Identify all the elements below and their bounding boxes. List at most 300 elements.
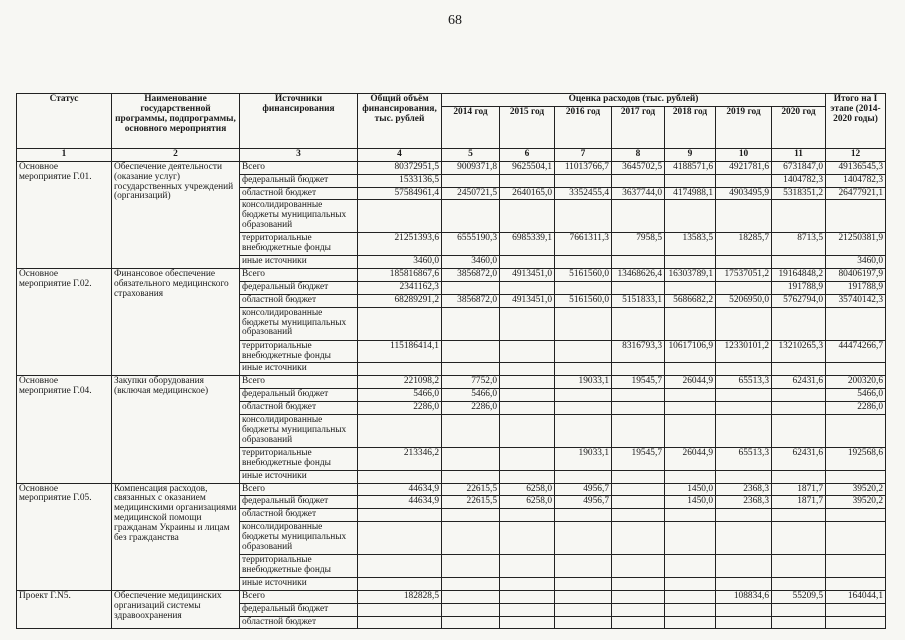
cell-year-amount: [555, 522, 612, 555]
cell-year-amount: [442, 447, 500, 470]
cell-year-amount: 62431,6: [772, 447, 826, 470]
cell-year-amount: [716, 307, 772, 340]
cell-stage-total: 44474266,7: [826, 340, 886, 363]
header-status: Статус: [17, 94, 112, 149]
cell-year-amount: 6555190,3: [442, 233, 500, 256]
row-funding-source: территориальные внебюджетные фонды: [240, 233, 358, 256]
cell-year-amount: [442, 281, 500, 294]
cell-total-volume: 2286,0: [358, 402, 442, 415]
cell-year-amount: [612, 389, 665, 402]
row-program-name: Обеспечение медицинских организаций системы здравоохранения: [112, 590, 240, 629]
cell-total-volume: 185816867,6: [358, 269, 442, 282]
cell-year-amount: [716, 256, 772, 269]
cell-stage-total: [826, 603, 886, 616]
cell-total-volume: 5466,0: [358, 389, 442, 402]
cell-total-volume: 68289291,2: [358, 294, 442, 307]
cell-year-amount: 17537051,2: [716, 269, 772, 282]
column-number: 1: [17, 148, 112, 161]
cell-year-amount: [716, 616, 772, 629]
cell-year-amount: [772, 256, 826, 269]
row-program-name: Компенсация расходов, связанных с оказанием медицинскими организациями медицинской помощи гражданам Украины и лицам без гражданства: [112, 483, 240, 590]
cell-year-amount: [500, 200, 555, 233]
cell-year-amount: [612, 509, 665, 522]
cell-year-amount: [555, 307, 612, 340]
cell-year-amount: 5466,0: [442, 389, 500, 402]
cell-total-volume: [358, 577, 442, 590]
row-funding-source: областной бюджет: [240, 509, 358, 522]
header-estimate: Оценка расходов (тыс. рублей): [442, 94, 826, 107]
cell-year-amount: 3645702,5: [612, 161, 665, 174]
row-funding-source: Всего: [240, 161, 358, 174]
cell-total-volume: 3460,0: [358, 256, 442, 269]
cell-year-amount: [772, 509, 826, 522]
cell-year-amount: [555, 340, 612, 363]
cell-year-amount: 62431,6: [772, 376, 826, 389]
cell-year-amount: [442, 522, 500, 555]
cell-year-amount: [500, 616, 555, 629]
cell-year-amount: [555, 174, 612, 187]
cell-year-amount: [665, 402, 716, 415]
row-funding-source: территориальные внебюджетные фонды: [240, 555, 358, 578]
cell-year-amount: [500, 307, 555, 340]
cell-year-amount: 26044,9: [665, 447, 716, 470]
column-number: 8: [612, 148, 665, 161]
row-status: Проект Г.N5.: [17, 590, 112, 629]
column-number: 11: [772, 148, 826, 161]
header-stage-total: Итого на I этапе (2014-2020 годы): [826, 94, 886, 149]
cell-year-amount: [716, 281, 772, 294]
cell-total-volume: 1533136,5: [358, 174, 442, 187]
cell-year-amount: 2286,0: [442, 402, 500, 415]
cell-total-volume: 57584961,4: [358, 187, 442, 200]
cell-year-amount: 4188571,6: [665, 161, 716, 174]
cell-stage-total: 164044,1: [826, 590, 886, 603]
cell-year-amount: [612, 363, 665, 376]
cell-year-amount: [665, 470, 716, 483]
cell-year-amount: [772, 402, 826, 415]
cell-year-amount: [555, 200, 612, 233]
cell-stage-total: [826, 414, 886, 447]
cell-year-amount: [442, 307, 500, 340]
cell-year-amount: 13468626,4: [612, 269, 665, 282]
cell-year-amount: [612, 256, 665, 269]
cell-year-amount: [442, 340, 500, 363]
cell-year-amount: 7752,0: [442, 376, 500, 389]
row-funding-source: консолидированные бюджеты муниципальных образований: [240, 307, 358, 340]
cell-year-amount: [555, 470, 612, 483]
cell-total-volume: 80372951,5: [358, 161, 442, 174]
cell-stage-total: 5466,0: [826, 389, 886, 402]
cell-year-amount: [716, 555, 772, 578]
row-funding-source: Всего: [240, 376, 358, 389]
cell-year-amount: [665, 281, 716, 294]
cell-year-amount: 5161560,0: [555, 269, 612, 282]
cell-year-amount: [716, 200, 772, 233]
cell-year-amount: [555, 616, 612, 629]
cell-year-amount: [665, 509, 716, 522]
cell-year-amount: [500, 414, 555, 447]
cell-year-amount: 1404782,3: [772, 174, 826, 187]
cell-year-amount: [612, 555, 665, 578]
cell-year-amount: [555, 402, 612, 415]
column-number: 4: [358, 148, 442, 161]
cell-year-amount: 4174988,1: [665, 187, 716, 200]
cell-stage-total: 1404782,3: [826, 174, 886, 187]
cell-year-amount: 3856872,0: [442, 269, 500, 282]
row-status: Основное мероприятие Г.01.: [17, 161, 112, 268]
cell-year-amount: [716, 402, 772, 415]
cell-year-amount: [665, 389, 716, 402]
cell-year-amount: [500, 509, 555, 522]
cell-total-volume: [358, 522, 442, 555]
cell-year-amount: 6258,0: [500, 483, 555, 496]
cell-year-amount: [500, 389, 555, 402]
cell-stage-total: [826, 363, 886, 376]
cell-year-amount: [442, 616, 500, 629]
cell-year-amount: [612, 496, 665, 509]
table-row: [17, 483, 886, 496]
cell-year-amount: [555, 281, 612, 294]
cell-year-amount: 8713,5: [772, 233, 826, 256]
cell-year-amount: [442, 555, 500, 578]
cell-year-amount: [500, 590, 555, 603]
row-funding-source: консолидированные бюджеты муниципальных образований: [240, 522, 358, 555]
cell-year-amount: [612, 616, 665, 629]
header-year: 2017 год: [612, 106, 665, 148]
cell-year-amount: 5318351,2: [772, 187, 826, 200]
cell-year-amount: 5161560,0: [555, 294, 612, 307]
cell-year-amount: [772, 389, 826, 402]
cell-year-amount: [500, 577, 555, 590]
cell-year-amount: 8316793,3: [612, 340, 665, 363]
cell-year-amount: [442, 200, 500, 233]
cell-year-amount: 3637744,0: [612, 187, 665, 200]
row-funding-source: консолидированные бюджеты муниципальных образований: [240, 200, 358, 233]
cell-year-amount: 18285,7: [716, 233, 772, 256]
cell-year-amount: 5206950,0: [716, 294, 772, 307]
cell-total-volume: [358, 414, 442, 447]
cell-year-amount: [665, 590, 716, 603]
cell-year-amount: [665, 577, 716, 590]
cell-year-amount: 19033,1: [555, 447, 612, 470]
cell-year-amount: [555, 509, 612, 522]
cell-year-amount: [500, 555, 555, 578]
cell-year-amount: [555, 555, 612, 578]
cell-year-amount: [772, 200, 826, 233]
header-name: Наименование государственной программы, подпрограммы, основного мероприятия: [112, 94, 240, 149]
cell-year-amount: [555, 577, 612, 590]
cell-year-amount: 108834,6: [716, 590, 772, 603]
page-number: 68: [448, 13, 462, 28]
cell-stage-total: 200320,6: [826, 376, 886, 389]
cell-year-amount: [612, 414, 665, 447]
cell-total-volume: [358, 363, 442, 376]
cell-year-amount: 22615,5: [442, 483, 500, 496]
cell-year-amount: 4956,7: [555, 483, 612, 496]
column-number: 7: [555, 148, 612, 161]
cell-year-amount: 5151833,1: [612, 294, 665, 307]
cell-stage-total: 39520,2: [826, 483, 886, 496]
cell-year-amount: 2640165,0: [500, 187, 555, 200]
row-status: Основное мероприятие Г.05.: [17, 483, 112, 590]
row-funding-source: федеральный бюджет: [240, 389, 358, 402]
cell-year-amount: [716, 603, 772, 616]
header-year: 2016 год: [555, 106, 612, 148]
row-status: Основное мероприятие Г.04.: [17, 376, 112, 483]
cell-year-amount: [612, 174, 665, 187]
row-funding-source: иные источники: [240, 470, 358, 483]
table-row: [17, 376, 886, 389]
cell-total-volume: 182828,5: [358, 590, 442, 603]
cell-stage-total: 39520,2: [826, 496, 886, 509]
row-status: Основное мероприятие Г.02.: [17, 269, 112, 376]
table-row: [17, 590, 886, 603]
cell-year-amount: [772, 555, 826, 578]
cell-year-amount: [716, 470, 772, 483]
row-funding-source: консолидированные бюджеты муниципальных образований: [240, 414, 358, 447]
cell-year-amount: [665, 414, 716, 447]
row-program-name: Обеспечение деятельности (оказание услуг) государственных учреждений (организаций): [112, 161, 240, 268]
row-funding-source: федеральный бюджет: [240, 281, 358, 294]
cell-stage-total: [826, 200, 886, 233]
cell-year-amount: 7958,5: [612, 233, 665, 256]
cell-total-volume: [358, 555, 442, 578]
cell-year-amount: 9625504,1: [500, 161, 555, 174]
cell-year-amount: 4903495,9: [716, 187, 772, 200]
cell-year-amount: 7661311,3: [555, 233, 612, 256]
cell-year-amount: [665, 200, 716, 233]
cell-year-amount: [665, 616, 716, 629]
cell-year-amount: 2450721,5: [442, 187, 500, 200]
row-funding-source: федеральный бюджет: [240, 603, 358, 616]
row-funding-source: областной бюджет: [240, 187, 358, 200]
cell-year-amount: [716, 363, 772, 376]
cell-year-amount: [612, 470, 665, 483]
cell-year-amount: [716, 522, 772, 555]
cell-year-amount: [772, 603, 826, 616]
row-program-name: Закупки оборудования (включая медицинское): [112, 376, 240, 483]
cell-stage-total: 35740142,3: [826, 294, 886, 307]
cell-year-amount: [716, 509, 772, 522]
header-total-volume: Общий объём финансирования, тыс. рублей: [358, 94, 442, 149]
cell-year-amount: [500, 363, 555, 376]
row-funding-source: Всего: [240, 483, 358, 496]
cell-stage-total: 192568,6: [826, 447, 886, 470]
cell-year-amount: 12330101,2: [716, 340, 772, 363]
cell-year-amount: [500, 402, 555, 415]
cell-year-amount: 6258,0: [500, 496, 555, 509]
cell-year-amount: [442, 509, 500, 522]
cell-year-amount: 191788,9: [772, 281, 826, 294]
cell-year-amount: 5762794,0: [772, 294, 826, 307]
cell-year-amount: [772, 522, 826, 555]
column-number: 9: [665, 148, 716, 161]
cell-year-amount: 19164848,2: [772, 269, 826, 282]
table-row: [17, 161, 886, 174]
row-funding-source: Всего: [240, 269, 358, 282]
cell-stage-total: 80406197,9: [826, 269, 886, 282]
cell-year-amount: [612, 307, 665, 340]
cell-year-amount: 13210265,3: [772, 340, 826, 363]
row-funding-source: областной бюджет: [240, 616, 358, 629]
cell-year-amount: [612, 483, 665, 496]
cell-year-amount: [555, 414, 612, 447]
cell-year-amount: [612, 402, 665, 415]
cell-year-amount: [555, 256, 612, 269]
cell-year-amount: [500, 174, 555, 187]
cell-year-amount: [772, 470, 826, 483]
cell-year-amount: [442, 414, 500, 447]
cell-year-amount: [500, 376, 555, 389]
table-row: [17, 269, 886, 282]
cell-year-amount: [555, 363, 612, 376]
column-number: 12: [826, 148, 886, 161]
header-year: 2015 год: [500, 106, 555, 148]
cell-year-amount: [555, 603, 612, 616]
column-number: 2: [112, 148, 240, 161]
cell-total-volume: 2341162,3: [358, 281, 442, 294]
row-funding-source: федеральный бюджет: [240, 496, 358, 509]
cell-year-amount: [612, 281, 665, 294]
cell-year-amount: 3352455,4: [555, 187, 612, 200]
cell-total-volume: [358, 616, 442, 629]
cell-stage-total: 21250381,9: [826, 233, 886, 256]
column-number: 10: [716, 148, 772, 161]
cell-total-volume: [358, 603, 442, 616]
cell-year-amount: [442, 603, 500, 616]
cell-total-volume: 221098,2: [358, 376, 442, 389]
cell-stage-total: [826, 616, 886, 629]
cell-year-amount: 6731847,0: [772, 161, 826, 174]
cell-year-amount: [442, 470, 500, 483]
cell-year-amount: 4921781,6: [716, 161, 772, 174]
cell-year-amount: [500, 447, 555, 470]
cell-year-amount: [665, 363, 716, 376]
cell-total-volume: 44634,9: [358, 483, 442, 496]
cell-year-amount: [555, 590, 612, 603]
cell-stage-total: [826, 522, 886, 555]
cell-year-amount: [665, 174, 716, 187]
column-number: 6: [500, 148, 555, 161]
row-funding-source: иные источники: [240, 256, 358, 269]
cell-year-amount: [612, 577, 665, 590]
cell-year-amount: 65513,3: [716, 447, 772, 470]
header-year: 2019 год: [716, 106, 772, 148]
cell-stage-total: [826, 307, 886, 340]
cell-year-amount: [665, 522, 716, 555]
cell-year-amount: 6985339,1: [500, 233, 555, 256]
cell-stage-total: 49136545,3: [826, 161, 886, 174]
row-funding-source: областной бюджет: [240, 402, 358, 415]
cell-year-amount: [500, 256, 555, 269]
header-year: 2014 год: [442, 106, 500, 148]
cell-year-amount: [772, 577, 826, 590]
cell-year-amount: [612, 522, 665, 555]
header-sources: Источники финансирования: [240, 94, 358, 149]
cell-year-amount: [772, 414, 826, 447]
cell-year-amount: 55209,5: [772, 590, 826, 603]
cell-year-amount: 9009371,8: [442, 161, 500, 174]
cell-total-volume: [358, 307, 442, 340]
cell-total-volume: 21251393,6: [358, 233, 442, 256]
cell-year-amount: 65513,3: [716, 376, 772, 389]
cell-year-amount: 1450,0: [665, 496, 716, 509]
cell-year-amount: 19033,1: [555, 376, 612, 389]
cell-total-volume: 213346,2: [358, 447, 442, 470]
cell-stage-total: 2286,0: [826, 402, 886, 415]
cell-year-amount: [716, 174, 772, 187]
cell-year-amount: [612, 590, 665, 603]
cell-year-amount: [716, 577, 772, 590]
cell-total-volume: [358, 509, 442, 522]
cell-year-amount: [555, 389, 612, 402]
cell-year-amount: 19545,7: [612, 376, 665, 389]
cell-year-amount: [500, 603, 555, 616]
header-year: 2020 год: [772, 106, 826, 148]
cell-year-amount: [442, 590, 500, 603]
cell-year-amount: [772, 363, 826, 376]
cell-year-amount: [716, 389, 772, 402]
cell-stage-total: 191788,9: [826, 281, 886, 294]
cell-year-amount: [772, 307, 826, 340]
cell-year-amount: 1871,7: [772, 483, 826, 496]
cell-stage-total: [826, 555, 886, 578]
row-funding-source: областной бюджет: [240, 294, 358, 307]
cell-year-amount: [665, 603, 716, 616]
cell-year-amount: [612, 200, 665, 233]
cell-year-amount: 5686682,2: [665, 294, 716, 307]
row-funding-source: Всего: [240, 590, 358, 603]
cell-year-amount: 1450,0: [665, 483, 716, 496]
cell-total-volume: [358, 470, 442, 483]
cell-year-amount: [500, 281, 555, 294]
cell-year-amount: 19545,7: [612, 447, 665, 470]
cell-year-amount: 2368,3: [716, 483, 772, 496]
column-number-row: [17, 148, 886, 161]
header-year: 2018 год: [665, 106, 716, 148]
cell-year-amount: 3856872,0: [442, 294, 500, 307]
row-funding-source: территориальные внебюджетные фонды: [240, 340, 358, 363]
cell-stage-total: [826, 577, 886, 590]
cell-total-volume: [358, 200, 442, 233]
cell-total-volume: 44634,9: [358, 496, 442, 509]
cell-year-amount: [500, 522, 555, 555]
cell-stage-total: 3460,0: [826, 256, 886, 269]
cell-year-amount: [442, 577, 500, 590]
cell-total-volume: 115186414,1: [358, 340, 442, 363]
cell-year-amount: 1871,7: [772, 496, 826, 509]
row-funding-source: иные источники: [240, 577, 358, 590]
row-funding-source: иные источники: [240, 363, 358, 376]
cell-year-amount: 22615,5: [442, 496, 500, 509]
cell-year-amount: [612, 603, 665, 616]
cell-year-amount: [442, 363, 500, 376]
cell-year-amount: 4956,7: [555, 496, 612, 509]
cell-stage-total: [826, 509, 886, 522]
row-program-name: Финансовое обеспечение обязательного медицинского страхования: [112, 269, 240, 376]
cell-year-amount: 3460,0: [442, 256, 500, 269]
cell-year-amount: [665, 256, 716, 269]
cell-year-amount: 16303789,1: [665, 269, 716, 282]
cell-year-amount: [442, 174, 500, 187]
cell-year-amount: [716, 414, 772, 447]
cell-year-amount: 4913451,0: [500, 269, 555, 282]
cell-year-amount: 13583,5: [665, 233, 716, 256]
budget-table: [16, 93, 886, 629]
column-number: 5: [442, 148, 500, 161]
column-number: 3: [240, 148, 358, 161]
cell-year-amount: 26044,9: [665, 376, 716, 389]
